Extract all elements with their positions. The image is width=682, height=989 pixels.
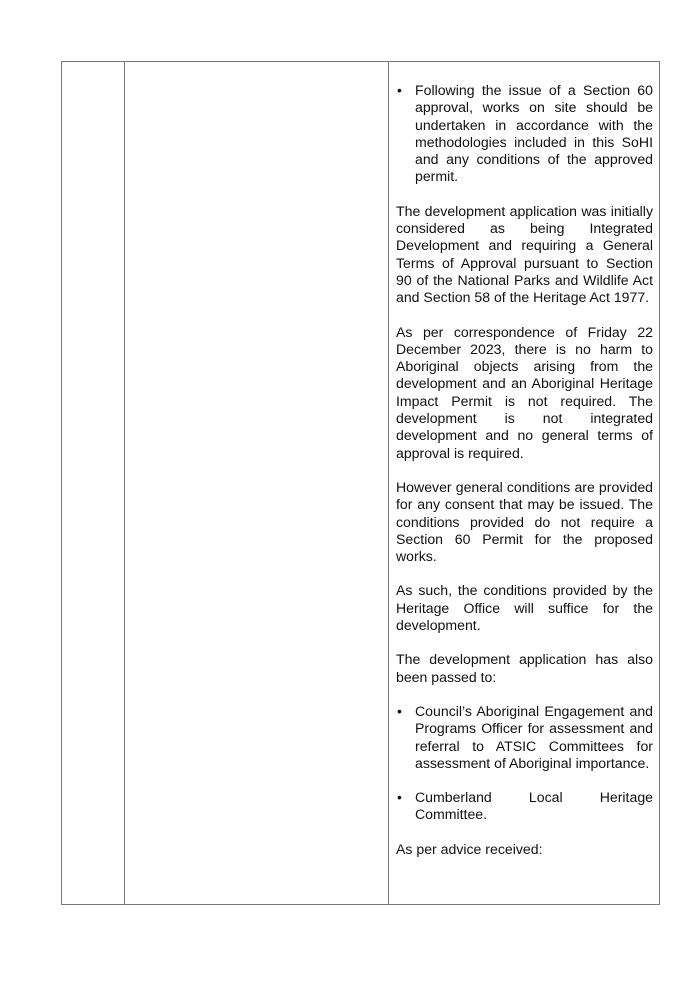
bullet-icon: • [397, 789, 402, 806]
paragraph-passed-to: The development application has also been passed to: [396, 651, 653, 685]
bullet-list-section-60 [396, 82, 653, 186]
list-item [396, 789, 653, 824]
list-item-text: Cumberland Local Heritage Committee. [415, 789, 653, 823]
list-item-text: Council’s Aboriginal Engagement and Programs Officer for assessment and referral to ATSIC Committees for assessment of Aboriginal importance. [415, 702, 653, 771]
paragraph-advice-received: As per advice received: [396, 840, 543, 857]
paragraph-general-conditions: However general conditions are provided for any consent that may be issued. The conditions provided do not require a Section 60 Permit for the proposed works. [396, 478, 653, 565]
bullet-list-referrals [396, 703, 653, 824]
bullet-icon: • [397, 702, 402, 719]
document-table [61, 61, 660, 905]
list-item-text: Following the issue of a Section 60 approval, works on site should be undertaken in accordance with the methodologies included in this SoHI and any conditions of the approved permit. [415, 82, 653, 185]
table-cell-column-1 [62, 62, 125, 904]
cell-content [396, 82, 653, 858]
paragraph-heritage-office: As such, the conditions provided by the Heritage Office will suffice for the development. [396, 582, 653, 634]
paragraph-integrated-development: The development application was initially considered as being Integrated Development and requiring a General Terms of Approval pursuant to Section 90 of the National Parks and Wildlife Act and Section 58 of the Heritage Act 1977. [396, 202, 653, 306]
bullet-icon: • [397, 82, 402, 98]
list-item [396, 82, 653, 186]
table-cell-column-3 [389, 62, 659, 904]
list-item [396, 703, 653, 772]
paragraph-correspondence: As per correspondence of Friday 22 December 2023, there is no harm to Aboriginal objects arising from the development and an Aboriginal Heritage Impact Permit is not required. The development is not integrated development and no general terms of approval is required. [396, 323, 653, 461]
table-cell-column-2 [125, 62, 389, 904]
